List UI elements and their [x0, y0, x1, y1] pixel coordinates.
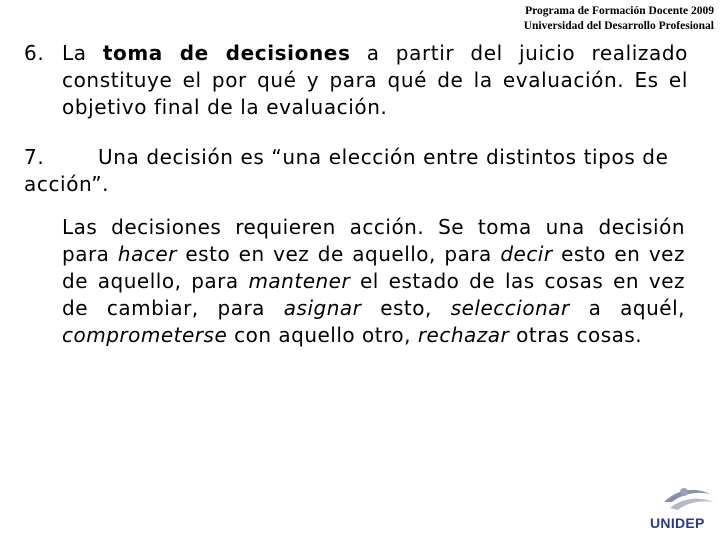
header-program: Programa de Formación Docente 2009: [525, 5, 714, 17]
paragraph-text: esto en vez de aquello, para: [62, 242, 685, 293]
paragraph-italic: hacer: [117, 242, 177, 266]
item-number: 6.: [24, 41, 45, 65]
item-text-intro: La: [62, 41, 103, 65]
paragraph-text: esto en vez de aquello, para: [176, 242, 501, 266]
item-text: [24, 144, 688, 198]
item-text-body: Una decisión es “una elección entre distintos tipos de acción”.: [24, 145, 669, 196]
paragraph-text: a aquél,: [569, 296, 686, 320]
swoosh-icon: [636, 484, 720, 540]
paragraph-text: el estado de las cosas en vez de cambiar, para: [62, 269, 686, 320]
paragraph-italic: asignar: [283, 296, 362, 320]
paragraph-text: otras cosas.: [509, 323, 643, 347]
list-item-7: [24, 144, 688, 198]
paragraph-text: Las decisiones requieren acción. Se toma una decisión para: [62, 215, 685, 266]
unidep-logo: [636, 484, 720, 540]
item-number: 7.: [24, 145, 45, 169]
header-university: Universidad del Desarrollo Profesional: [523, 20, 714, 32]
paragraph-text: con aquello otro,: [227, 323, 418, 347]
body-paragraph: [62, 214, 685, 349]
paragraph-italic: decir: [500, 242, 553, 266]
paragraph-italic: comprometerse: [62, 323, 228, 347]
list-item-6: [24, 40, 688, 121]
header-institution: [524, 4, 714, 34]
item-text: [24, 40, 688, 121]
paragraph-text: esto,: [361, 296, 451, 320]
item-text-rest: a partir del juicio realizado constituye el por qué y para qué de la evaluación. Es el objetivo final de la evaluación.: [62, 41, 688, 119]
paragraph-italic: mantener: [248, 269, 351, 293]
paragraph-italic: seleccionar: [450, 296, 570, 320]
item-text-bold: toma de decisiones: [102, 41, 351, 65]
logo-wordmark: UNIDEP: [650, 515, 705, 531]
paragraph-italic: rechazar: [417, 323, 510, 347]
